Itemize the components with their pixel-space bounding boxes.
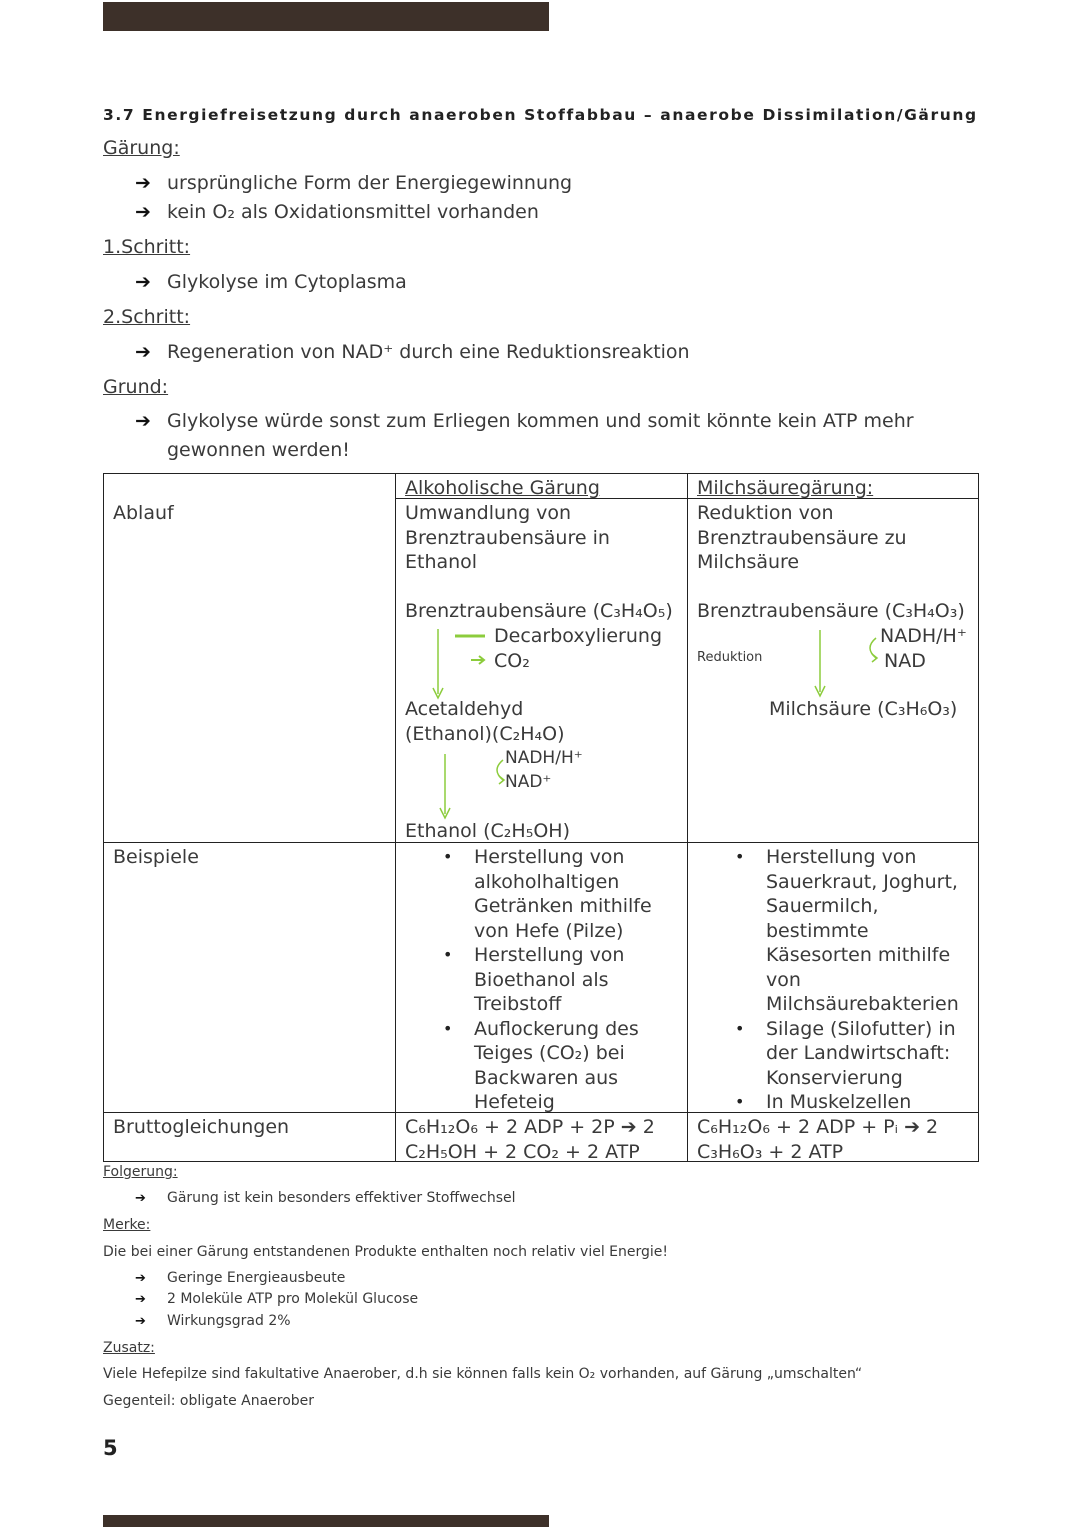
merke-text: Die bei einer Gärung entstandenen Produkte enthalten noch relativ viel Energie! — [103, 1244, 669, 1260]
alk-co2: CO₂ — [494, 650, 530, 672]
grund-item: ➔ Glykolyse würde sonst zum Erliegen kommen und somit könnte kein ATP mehr — [135, 410, 914, 432]
label-schritt1: 1.Schritt: — [103, 236, 191, 258]
arrow-icon: ➔ — [135, 172, 151, 194]
col-header-alkoholisch: Alkoholische Gärung — [405, 477, 600, 499]
milch-start-compound: Brenztraubensäure (C₃H₄O₃) — [697, 600, 965, 622]
page-number: 5 — [103, 1436, 118, 1460]
alk-ablauf-text: Umwandlung von Brenztraubensäure in Ethanol — [405, 502, 610, 573]
alk-nad: NAD⁺ — [505, 772, 552, 792]
list-item: • In Muskelzellen — [701, 1090, 959, 1115]
arrow-icon: ➔ — [135, 410, 151, 432]
list-item: • Herstellung von Sauerkraut, Joghurt, Sauermilch, bestimmte Käsesorten mithilfe von Milchsäurebakterien — [701, 845, 959, 1017]
label-grund: Grund: — [103, 376, 169, 398]
milch-ablauf-text: Reduktion von Brenztraubensäure zu Milchsäure — [697, 502, 907, 573]
arrow-icon: ➔ — [135, 1292, 146, 1307]
list-item: • Auflockerung des Teiges (CO₂) bei Backwaren aus Hefeteig — [409, 1017, 652, 1115]
alk-acetaldehyd-formula: (Ethanol)(C₂H₄O) — [405, 723, 565, 745]
arrow-icon: ➔ — [135, 341, 151, 363]
row-label-ablauf: Ablauf — [113, 502, 174, 524]
zusatz-text: Viele Hefepilze sind fakultative Anaerober, d.h sie können falls kein O₂ vorhanden, auf Gärung „umschalten“ — [103, 1366, 863, 1382]
list-item: • Silage (Silofutter) in der Landwirtschaft: Konservierung — [701, 1017, 959, 1091]
footer-bar — [103, 1515, 549, 1527]
alk-end-compound: Ethanol (C₂H₅OH) — [405, 820, 570, 842]
alk-bruttogleichung: C₆H₁₂O₆ + 2 ADP + 2P ➔ 2 C₂H₅OH + 2 CO₂ + 2 ATP — [405, 1116, 655, 1163]
list-item: • Herstellung von alkoholhaltigen Getränken mithilfe von Hefe (Pilze) — [409, 845, 652, 943]
table-divider — [687, 474, 688, 1161]
merke-item: ➔ 2 Moleküle ATP pro Molekül Glucose — [135, 1291, 419, 1307]
arrow-icon: ➔ — [135, 271, 151, 293]
grund-item-cont: gewonnen werden! — [167, 439, 350, 461]
milch-pathway-arrows — [687, 614, 979, 704]
arrowhead-icon — [872, 654, 877, 662]
arrow-icon: ➔ — [135, 201, 151, 223]
col-header-milchsaeure: Milchsäuregärung: — [697, 477, 874, 499]
alk-beispiele-list — [409, 845, 652, 1115]
schritt1-item: ➔ Glykolyse im Cytoplasma — [135, 271, 407, 293]
milch-bruttogleichung: C₆H₁₂O₆ + 2 ADP + Pᵢ ➔ 2 C₃H₆O₃ + 2 ATP — [697, 1116, 939, 1163]
comparison-table — [103, 473, 979, 1162]
gaerung-item: ➔ ursprüngliche Form der Energiegewinnung — [135, 172, 573, 194]
gaerung-item: ➔ kein O₂ als Oxidationsmittel vorhanden — [135, 201, 539, 223]
schritt2-item: ➔ Regeneration von NAD⁺ durch eine Reduktionsreaktion — [135, 341, 690, 363]
gegenteil-text: Gegenteil: obligate Anaerober — [103, 1393, 315, 1409]
label-schritt2: 2.Schritt: — [103, 306, 191, 328]
arrow-icon: ➔ — [135, 1191, 146, 1206]
arrow-icon: ➔ — [135, 1271, 146, 1286]
milch-beispiele-list — [701, 845, 959, 1115]
arrow-icon: ➔ — [135, 1314, 146, 1329]
label-gaerung: Gärung: — [103, 137, 180, 159]
row-label-beispiele: Beispiele — [113, 846, 199, 868]
label-folgerung: Folgerung: — [103, 1164, 178, 1180]
alk-decarboxylierung: Decarboxylierung — [494, 625, 663, 647]
milch-reduktion-label: Reduktion — [697, 650, 763, 665]
folgerung-item: ➔ Gärung ist kein besonders effektiver Stoffwechsel — [135, 1190, 516, 1206]
milch-end-compound: Milchsäure (C₃H₆O₃) — [769, 698, 958, 720]
alk-pathway-arrows — [395, 614, 687, 824]
alk-nadh: NADH/H⁺ — [505, 748, 583, 768]
header-bar — [103, 2, 549, 31]
milch-nad: NAD — [884, 650, 926, 672]
list-item: • Herstellung von Bioethanol als Treibstoff — [409, 943, 652, 1017]
row-label-bruttogleichungen: Bruttogleichungen — [113, 1116, 290, 1138]
label-zusatz: Zusatz: — [103, 1340, 155, 1356]
milch-nadh: NADH/H⁺ — [880, 625, 967, 647]
merke-item: ➔ Wirkungsgrad 2% — [135, 1313, 291, 1329]
alk-acetaldehyd: Acetaldehyd — [405, 698, 524, 720]
merke-item: ➔ Geringe Energieausbeute — [135, 1270, 346, 1286]
arrowhead-icon — [499, 776, 504, 784]
alk-start-compound: Brenztraubensäure (C₃H₄O₅) — [405, 600, 673, 622]
label-merke: Merke: — [103, 1217, 151, 1233]
section-heading: 3.7 Energiefreisetzung durch anaeroben Stoffabbau – anaerobe Dissimilation/Gärung — [103, 106, 978, 124]
